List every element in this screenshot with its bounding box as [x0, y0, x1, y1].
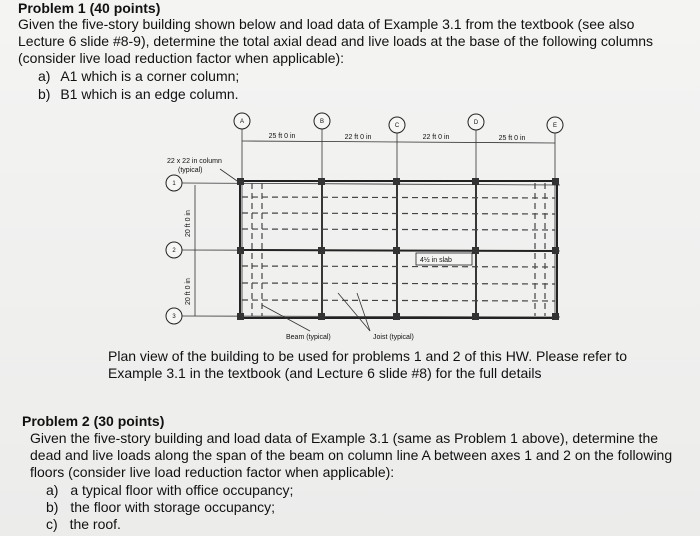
- span-D-E: 25 ft 0 in: [498, 135, 526, 142]
- item-text: a typical floor with office occupancy;: [70, 482, 294, 498]
- item-text: the floor with storage occupancy;: [70, 499, 276, 515]
- grid-label-D: D: [473, 120, 479, 126]
- item-marker: a): [46, 482, 59, 498]
- problem1-title: Problem 1 (40 points): [18, 0, 161, 16]
- grid-label-3: 3: [172, 314, 176, 320]
- span-B-C: 22 ft 0 in: [344, 134, 372, 141]
- problem2-item-c: [46, 516, 121, 532]
- item-text: B1 which is an edge column.: [60, 86, 239, 102]
- item-text: the roof.: [69, 516, 121, 532]
- beam-label: Beam (typical): [286, 334, 331, 341]
- grid-label-2: 2: [172, 248, 176, 254]
- plan-view-figure: [0, 105, 700, 345]
- problem2-item-b: [46, 499, 275, 515]
- problem2-body: Given the five-story building and load data of Example 3.1 (same as Problem 1 above), determine the dead and live loads along the span of the beam on column line A between axes 1 and 2 on the following floors (consider live load reduction factor when applicable):: [30, 430, 673, 480]
- grid-label-B: B: [319, 119, 325, 125]
- grid-label-C: C: [394, 123, 400, 129]
- item-text: A1 which is a corner column;: [60, 68, 240, 84]
- problem2-item-a: [46, 482, 293, 498]
- item-marker: a): [38, 68, 51, 84]
- span-A-B: 25 ft 0 in: [268, 133, 296, 140]
- item-marker: c): [46, 516, 58, 532]
- row-span-1-2: 20 ft 0 in: [185, 210, 192, 237]
- span-C-D: 22 ft 0 in: [422, 134, 450, 141]
- column-note-line2: (typical): [178, 167, 203, 174]
- grid-label-1: 1: [172, 181, 176, 187]
- figure-caption: Plan view of the building to be used for problems 1 and 2 of this HW. Please refer to Example 3.1 in the textbook (and Lecture 6 slide #8) for the full details: [108, 348, 628, 381]
- item-marker: b): [46, 499, 59, 515]
- joist-label: Joist (typical): [373, 334, 414, 341]
- problem1-item-a: [38, 68, 239, 84]
- row-span-2-3: 20 ft 0 in: [185, 278, 192, 305]
- grid-label-E: E: [552, 123, 558, 129]
- problem1-body: Given the five-story building shown below and load data of Example 3.1 from the textbook (see also Lecture 6 slide #8-9), determine the total axial dead and live loads at the base of the following columns (consider live load reduction factor when applicable):: [18, 16, 654, 66]
- grid-label-A: A: [239, 119, 245, 125]
- item-marker: b): [38, 86, 51, 102]
- slab-note: 4½ in slab: [420, 257, 452, 264]
- problem1-item-b: [38, 86, 239, 102]
- column-note-line1: 22 x 22 in column: [167, 158, 222, 165]
- problem2-title: Problem 2 (30 points): [22, 413, 165, 429]
